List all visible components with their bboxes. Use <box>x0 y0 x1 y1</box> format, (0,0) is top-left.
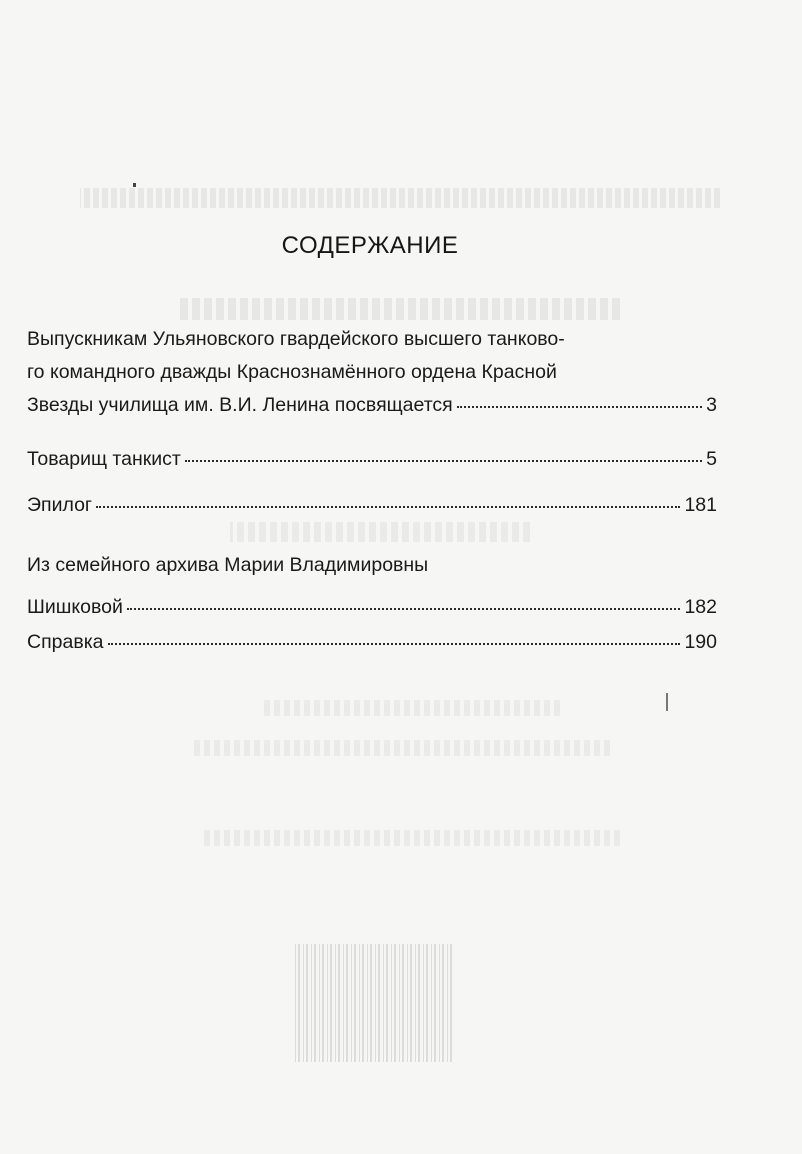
dot-leader <box>457 391 702 411</box>
toc-entry <box>27 443 717 476</box>
toc-entry-final-line <box>27 591 717 624</box>
bleed-through-text <box>200 830 620 846</box>
bleed-through-text <box>190 740 610 756</box>
toc-entry <box>27 323 717 422</box>
bleed-through-text <box>180 298 620 320</box>
toc-entry-text-line: Справка <box>27 631 104 653</box>
toc-entry-text-line: Выпускникам Ульяновского гвардейского высшего танково- <box>27 328 565 350</box>
bleed-through-text <box>260 700 560 716</box>
toc-entry-text-line: го командного дважды Краснознамённого ордена Красной <box>27 361 557 383</box>
toc-page-number: 3 <box>706 394 717 416</box>
bleed-through-barcode <box>292 944 452 1062</box>
dot-leader <box>127 593 681 613</box>
toc-page-number: 181 <box>684 494 717 516</box>
dot-leader <box>96 491 680 511</box>
toc-page-number: 190 <box>684 631 717 653</box>
toc-entry <box>27 626 717 659</box>
print-mark <box>666 693 668 711</box>
bleed-through-text <box>230 522 530 542</box>
toc-entry-text-line: Товарищ танкист <box>27 448 181 470</box>
dot-leader <box>185 445 702 465</box>
toc-entry <box>27 549 717 624</box>
toc-page-number: 5 <box>706 448 717 470</box>
toc-entry <box>27 489 717 522</box>
toc-entry-final-line <box>27 489 717 522</box>
page-title: СОДЕРЖАНИЕ <box>281 232 459 259</box>
toc-entry-final-line <box>27 443 717 476</box>
toc-page-number: 182 <box>684 596 717 618</box>
toc-entry-text-line: Из семейного архива Марии Владимировны <box>27 554 429 576</box>
toc-entry-final-line <box>27 626 717 659</box>
print-mark <box>133 183 136 187</box>
toc-entry-final-line <box>27 389 717 422</box>
bleed-through-text <box>80 188 720 208</box>
toc-entry-text-line: Эпилог <box>27 494 93 516</box>
toc-entry-text-line: Звезды училища им. В.И. Ленина посвящается <box>27 394 453 416</box>
dot-leader <box>108 628 681 648</box>
toc-entry-text-line: Шишковой <box>27 596 123 618</box>
